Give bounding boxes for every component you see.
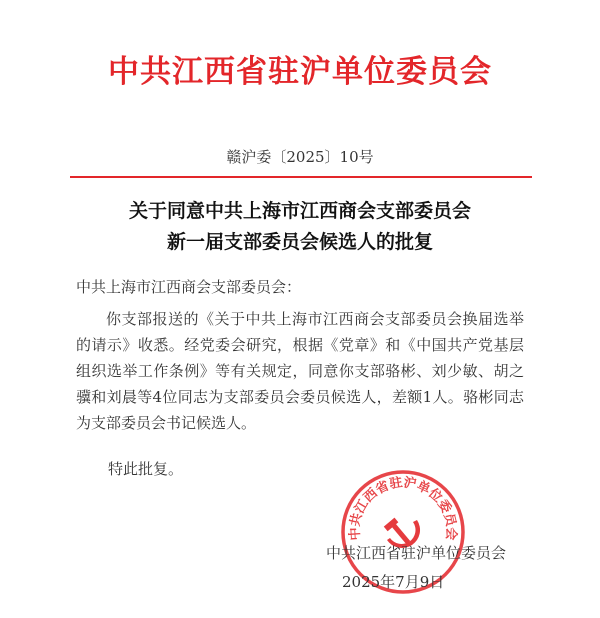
signature-organization: 中共江西省驻沪单位委员会 bbox=[326, 544, 507, 562]
document-title-line-2: 新一届支部委员会候选人的批复 bbox=[166, 231, 433, 253]
svg-text:中共江西省驻沪单位委员会: 中共江西省驻沪单位委员会 bbox=[347, 475, 459, 541]
red-divider bbox=[70, 176, 532, 178]
letterhead-title: 中共江西省驻沪单位委员会 bbox=[108, 54, 492, 90]
signature-date: 2025年7月9日 bbox=[342, 573, 445, 591]
document-title-line-1: 关于同意中共上海市江西商会支部委员会 bbox=[128, 200, 471, 222]
document-number: 赣沪委〔2025〕10号 bbox=[226, 148, 374, 166]
closing-remark: 特此批复。 bbox=[108, 460, 184, 478]
document-title bbox=[0, 196, 600, 258]
body-paragraph: 你支部报送的《关于中共上海市江西商会支部委员会换届选举的请示》收悉。经党委会研究，根据《党章》和《中国共产党基层组织选举工作条例》等有关规定，同意你支部骆彬、刘少敏、胡之骥和刘晨等4位同志为支部委员会委员候选人，差额1人。骆彬同志为支部委员会书记候选人。 bbox=[76, 310, 524, 432]
body-text bbox=[76, 306, 524, 436]
salutation: 中共上海市江西商会支部委员会： bbox=[76, 278, 302, 296]
